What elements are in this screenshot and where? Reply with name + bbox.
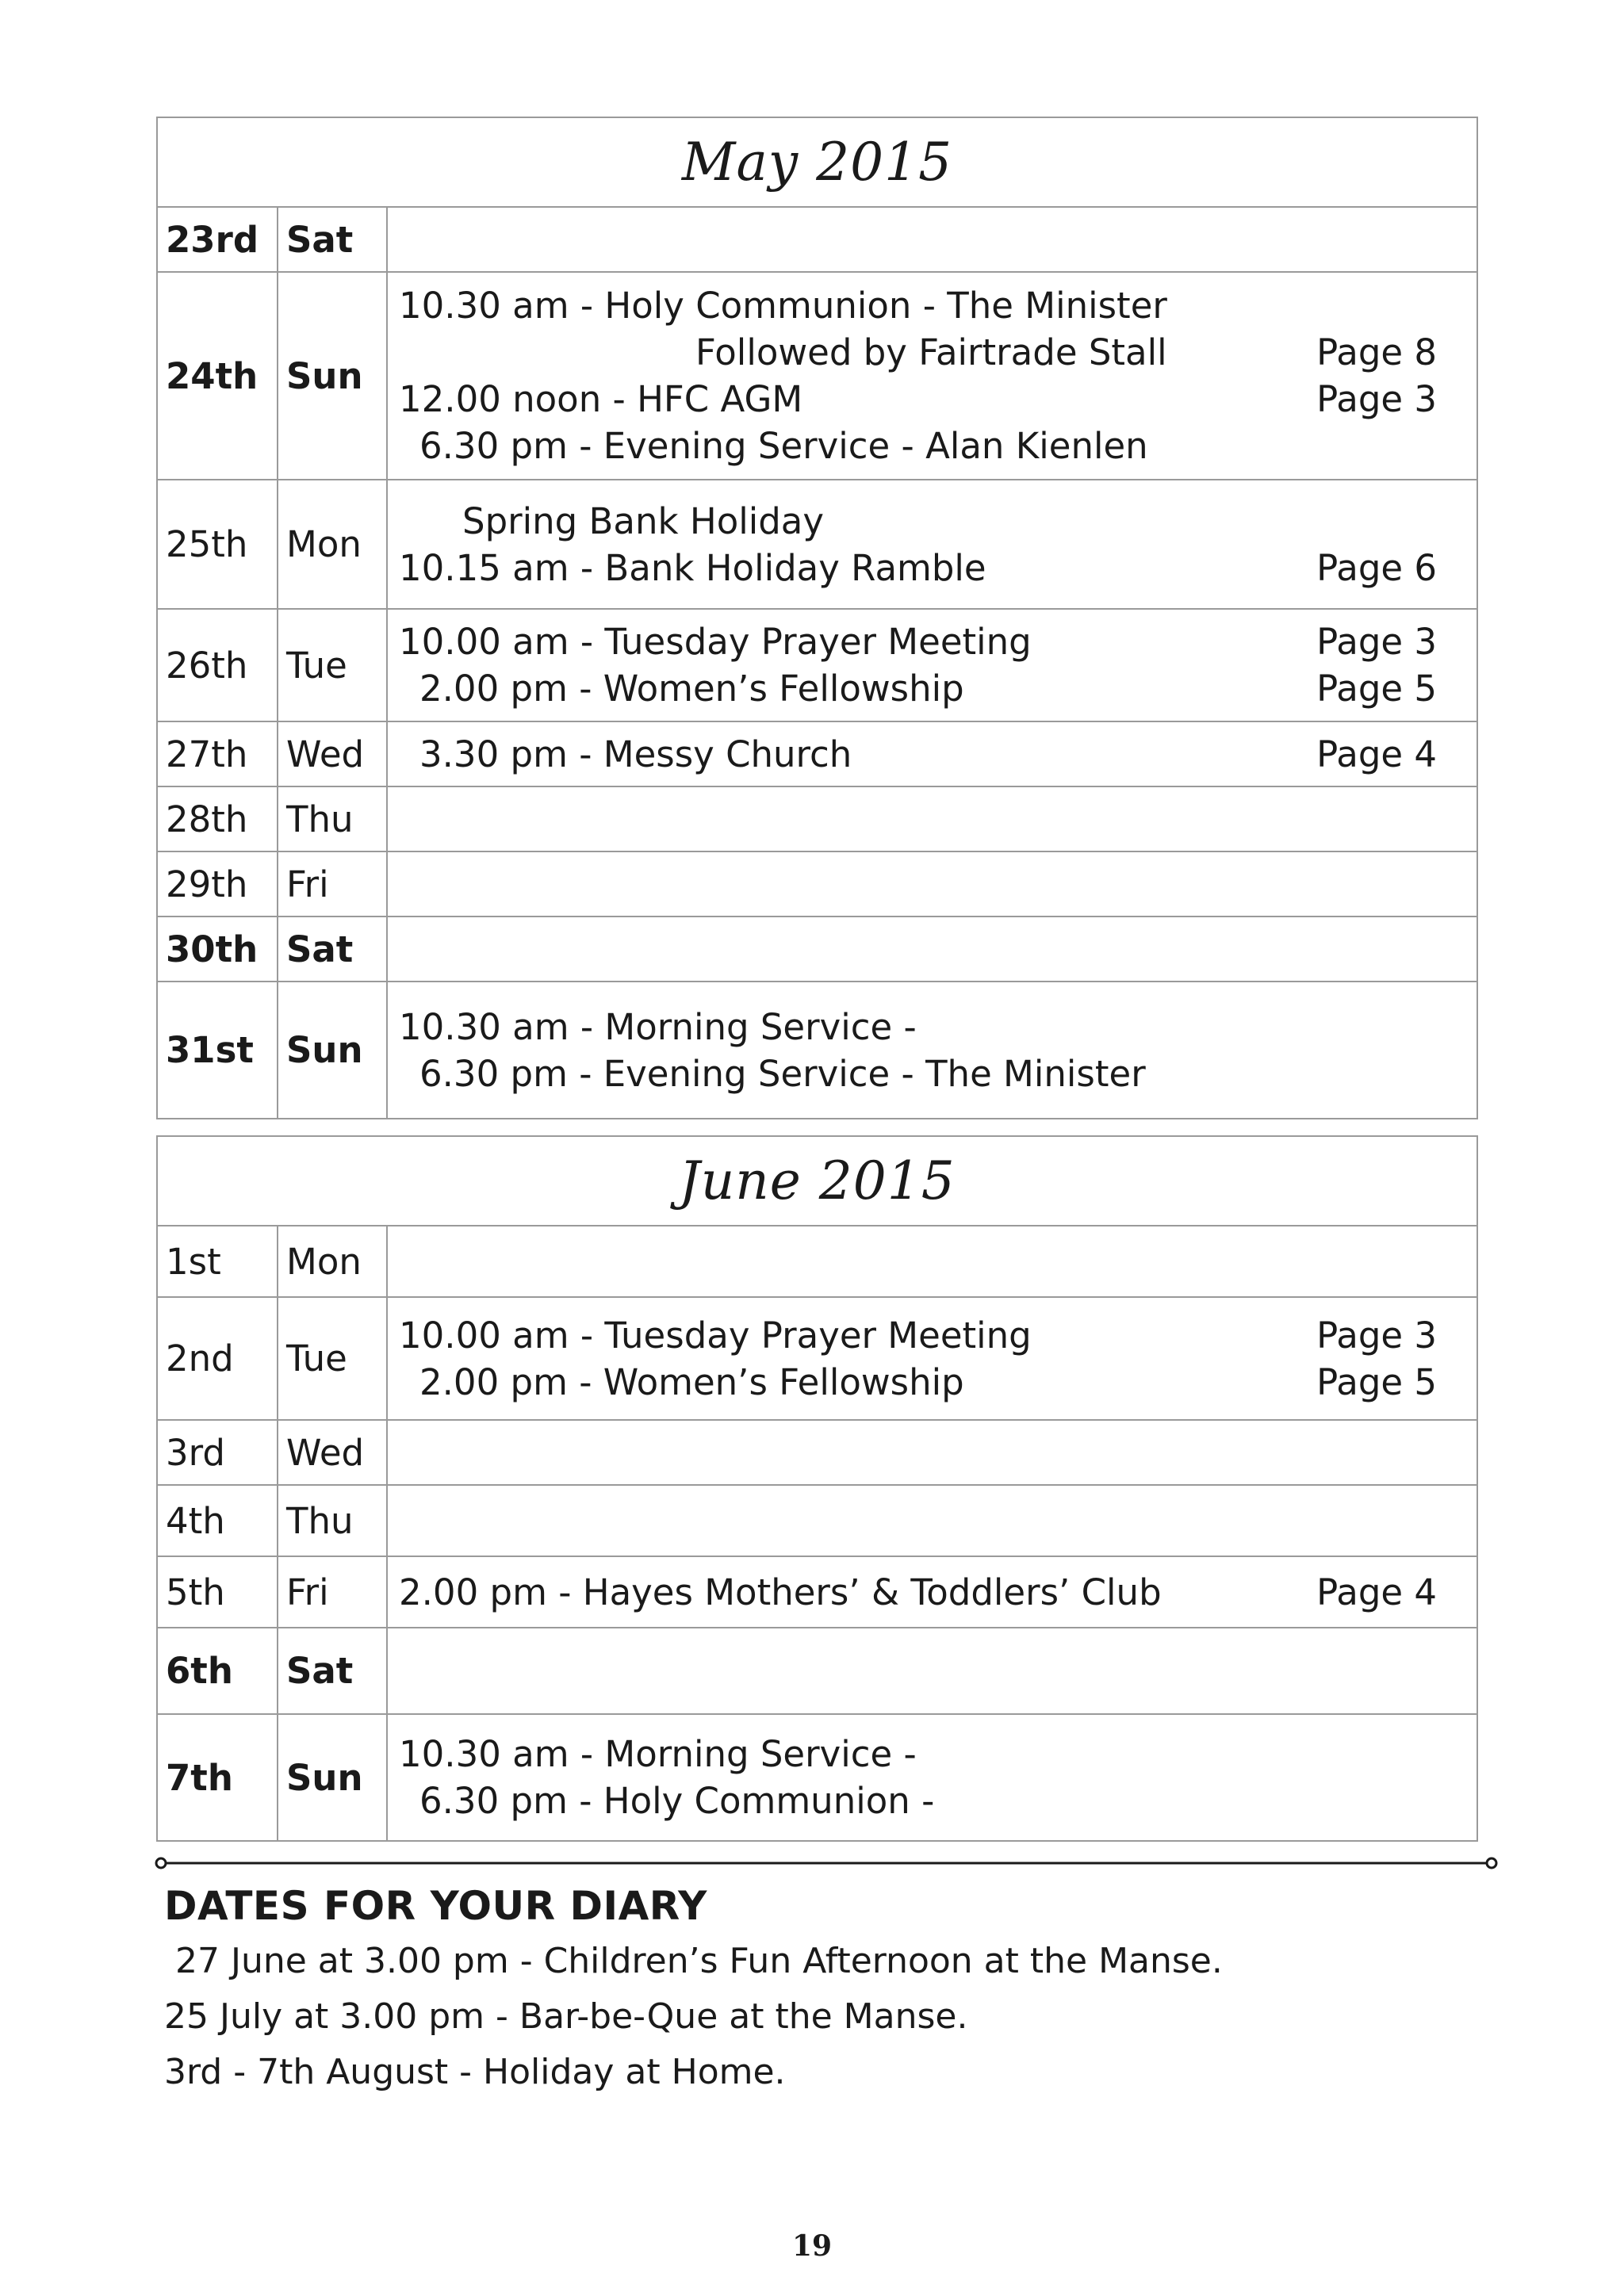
calendar-row: [157, 1485, 1477, 1556]
weekday-cell: Sat: [278, 1628, 387, 1714]
events-cell: [387, 480, 1477, 609]
date-cell: 25th: [157, 480, 278, 609]
calendar-row: [157, 1420, 1477, 1485]
weekday-cell: Tue: [278, 609, 387, 721]
event-text: 3.30 pm - Messy Church: [419, 733, 852, 775]
date-cell: 1st: [157, 1226, 278, 1297]
weekday-cell: Sun: [278, 272, 387, 480]
event-line: [399, 329, 1437, 376]
event-text: Spring Bank Holiday: [462, 499, 824, 542]
date-cell: 27th: [157, 721, 278, 786]
weekday-cell: Thu: [278, 786, 387, 851]
calendar-row: [157, 982, 1477, 1119]
calendar-row: [157, 480, 1477, 609]
month-title: June 2015: [157, 1136, 1477, 1226]
event-text: 10.30 am - Morning Service -: [399, 1005, 917, 1048]
weekday-cell: Mon: [278, 480, 387, 609]
event-line: [399, 282, 1437, 329]
events-cell: [387, 721, 1477, 786]
date-cell: 2nd: [157, 1297, 278, 1420]
page-reference: Page 5: [1316, 1360, 1437, 1403]
date-cell: 31st: [157, 982, 278, 1119]
page-reference: Page 4: [1316, 1571, 1437, 1613]
weekday-cell: Sat: [278, 207, 387, 272]
date-cell: 4th: [157, 1485, 278, 1556]
event-text: 2.00 pm - Women’s Fellowship: [419, 668, 964, 710]
event-line: [399, 423, 1437, 469]
events-cell: [387, 207, 1477, 272]
may-calendar-table: [156, 117, 1478, 1119]
event-text: 12.00 noon - HFC AGM: [399, 378, 803, 420]
events-cell: [387, 1714, 1477, 1841]
event-text: 6.30 pm - Evening Service - The Minister: [419, 1052, 1146, 1095]
event-line: [399, 376, 1437, 423]
calendar-row: [157, 786, 1477, 851]
page-reference: Page 3: [1316, 378, 1437, 420]
diary-heading: DATES FOR YOUR DIARY: [164, 1883, 707, 1929]
weekday-cell: Fri: [278, 851, 387, 916]
weekday-cell: Thu: [278, 1485, 387, 1556]
event-line: [399, 1359, 1437, 1406]
events-cell: [387, 1420, 1477, 1485]
event-line: [399, 545, 1437, 591]
event-text: 10.15 am - Bank Holiday Ramble: [399, 546, 986, 589]
date-cell: 7th: [157, 1714, 278, 1841]
event-text: 10.30 am - Morning Service -: [399, 1733, 917, 1775]
calendar-row: [157, 721, 1477, 786]
date-cell: 24th: [157, 272, 278, 480]
event-line: [399, 665, 1437, 712]
events-cell: [387, 1297, 1477, 1420]
page-reference: Page 8: [1316, 331, 1437, 373]
calendar-row: [157, 609, 1477, 721]
calendar-row: [157, 1297, 1477, 1420]
page-number: 19: [791, 2229, 833, 2263]
calendar-row: [157, 1628, 1477, 1714]
event-line: [399, 1004, 1437, 1050]
events-cell: [387, 916, 1477, 982]
month-title: May 2015: [157, 117, 1477, 207]
event-line: [399, 1569, 1437, 1616]
section-divider: [155, 1855, 1498, 1871]
event-line: [399, 1312, 1437, 1359]
events-cell: [387, 609, 1477, 721]
may-header-row: [157, 117, 1477, 207]
event-text: 6.30 pm - Evening Service - Alan Kienlen: [419, 425, 1148, 467]
calendar-row: [157, 207, 1477, 272]
page-reference: Page 3: [1316, 621, 1437, 663]
june-calendar-table: [156, 1135, 1478, 1842]
events-cell: [387, 1628, 1477, 1714]
page-reference: Page 4: [1316, 733, 1437, 775]
page-reference: Page 6: [1316, 546, 1437, 589]
date-cell: 3rd: [157, 1420, 278, 1485]
calendar-row: [157, 851, 1477, 916]
weekday-cell: Wed: [278, 1420, 387, 1485]
weekday-cell: Sun: [278, 1714, 387, 1841]
date-cell: 23rd: [157, 207, 278, 272]
weekday-cell: Sat: [278, 916, 387, 982]
calendar-row: [157, 1226, 1477, 1297]
event-line: [399, 618, 1437, 665]
event-line: [399, 1050, 1437, 1097]
weekday-cell: Tue: [278, 1297, 387, 1420]
calendar-row: [157, 1556, 1477, 1628]
events-cell: [387, 786, 1477, 851]
diary-item: 3rd - 7th August - Holiday at Home.: [164, 2052, 786, 2092]
event-text: Followed by Fairtrade Stall: [695, 331, 1167, 373]
event-line: [399, 498, 1437, 545]
event-text: 6.30 pm - Holy Communion -: [419, 1780, 935, 1822]
weekday-cell: Sun: [278, 982, 387, 1119]
june-header-row: [157, 1136, 1477, 1226]
events-cell: [387, 272, 1477, 480]
date-cell: 28th: [157, 786, 278, 851]
page-reference: Page 3: [1316, 1314, 1437, 1357]
weekday-cell: Wed: [278, 721, 387, 786]
calendar-row: [157, 272, 1477, 480]
date-cell: 6th: [157, 1628, 278, 1714]
weekday-cell: Mon: [278, 1226, 387, 1297]
event-line: [399, 731, 1437, 778]
events-cell: [387, 851, 1477, 916]
event-line: [399, 1777, 1437, 1824]
event-text: 10.00 am - Tuesday Prayer Meeting: [399, 1314, 1032, 1357]
date-cell: 5th: [157, 1556, 278, 1628]
date-cell: 26th: [157, 609, 278, 721]
dates-for-your-diary: [164, 1883, 1465, 2100]
date-cell: 29th: [157, 851, 278, 916]
events-cell: [387, 1485, 1477, 1556]
events-cell: [387, 982, 1477, 1119]
event-text: 10.30 am - Holy Communion - The Minister: [399, 285, 1167, 327]
diary-item: 25 July at 3.00 pm - Bar-be-Que at the Manse.: [164, 1996, 968, 2037]
event-line: [399, 1731, 1437, 1777]
diary-item: 27 June at 3.00 pm - Children’s Fun Afternoon at the Manse.: [164, 1941, 1223, 1981]
calendar-row: [157, 916, 1477, 982]
event-text: 2.00 pm - Hayes Mothers’ & Toddlers’ Club: [399, 1571, 1162, 1613]
event-text: 2.00 pm - Women’s Fellowship: [419, 1360, 964, 1403]
calendar-row: [157, 1714, 1477, 1841]
events-cell: [387, 1556, 1477, 1628]
events-cell: [387, 1226, 1477, 1297]
date-cell: 30th: [157, 916, 278, 982]
event-text: 10.00 am - Tuesday Prayer Meeting: [399, 621, 1032, 663]
page-reference: Page 5: [1316, 668, 1437, 710]
weekday-cell: Fri: [278, 1556, 387, 1628]
